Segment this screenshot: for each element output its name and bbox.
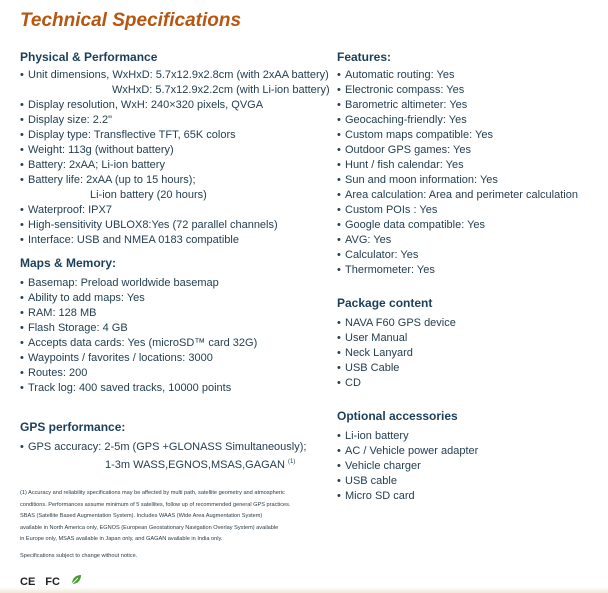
list-item-continuation: 1-3m WASS,EGNOS,MSAS,GAGAN (105, 458, 285, 471)
gps-list (20, 440, 338, 473)
list-item: • Outdoor GPS games: Yes (337, 143, 605, 158)
package-list (337, 316, 605, 391)
page-title: Technical Specifications (20, 10, 242, 31)
left-column (20, 50, 338, 473)
list-item-continuation: Li-ion battery (20 hours) (90, 189, 207, 201)
package-heading: Package content (337, 296, 433, 310)
list-item: • Routes: 200 (20, 366, 338, 381)
list-item: • Electronic compass: Yes (337, 83, 605, 98)
list-item: • Battery: 2xAA; Li-ion battery (20, 158, 338, 173)
list-item: • Micro SD card (337, 489, 605, 504)
list-item: • Custom maps compatible: Yes (337, 128, 605, 143)
list-item: • Ability to add maps: Yes (20, 291, 338, 306)
list-item: • Automatic routing: Yes (337, 68, 605, 83)
maps-heading: Maps & Memory: (20, 256, 117, 270)
list-item: • NAVA F60 GPS device (337, 316, 605, 331)
list-item: • CD (337, 376, 605, 391)
footnote-marker: (1) (287, 459, 296, 465)
list-item: • Thermometer: Yes (337, 263, 605, 278)
list-item: • Display resolution, WxH: 240×320 pixels, QVGA (20, 98, 338, 113)
physical-list (20, 68, 338, 248)
footnote-line: (1) Accuracy and reliability specifications may be affected by multi path, satellite geometry and atmospheric (20, 490, 285, 496)
footnote-line: in Europe only, MSAS available in Japan only, and GAGAN available in India only. (20, 536, 223, 542)
footnote-line: available in North America only, EGNOS (European Geostationary Navigation Overlay System) available (20, 524, 279, 531)
maps-list (20, 276, 338, 396)
list-item (20, 188, 338, 203)
list-item: • Interface: USB and NMEA 0183 compatible (20, 233, 338, 248)
list-item: • Basemap: Preload worldwide basemap (20, 276, 338, 291)
list-item: • Track log: 400 saved tracks, 10000 points (20, 381, 338, 396)
list-item: • Li-ion battery (337, 429, 605, 444)
footer-bar (0, 587, 608, 593)
list-item-continuation: WxHxD: 5.7x12.9x2.2cm (with Li-ion battery) (112, 84, 330, 96)
features-heading: Features: (337, 50, 392, 64)
list-item: • Area calculation: Area and perimeter calculation (337, 188, 605, 203)
list-item: • RAM: 128 MB (20, 306, 338, 321)
list-item: • Weight: 113g (without battery) (20, 143, 338, 158)
list-item: • GPS accuracy: 2-5m (GPS +GLONASS Simultaneously); (20, 440, 338, 455)
list-item: • Barometric altimeter: Yes (337, 98, 605, 113)
list-item (20, 83, 338, 98)
gps-heading: GPS performance: (20, 420, 126, 434)
ce-mark: CE (20, 575, 36, 588)
fc-mark: FC (45, 575, 60, 588)
list-item: • AC / Vehicle power adapter (337, 444, 605, 459)
list-item: • Google data compatible: Yes (337, 218, 605, 233)
features-list (337, 68, 605, 278)
list-item: • Flash Storage: 4 GB (20, 321, 338, 336)
list-item: • Sun and moon information: Yes (337, 173, 605, 188)
list-item: • Calculator: Yes (337, 248, 605, 263)
optional-list (337, 429, 605, 504)
list-item: • User Manual (337, 331, 605, 346)
physical-heading: Physical & Performance (20, 50, 158, 64)
optional-heading: Optional accessories (337, 409, 458, 423)
list-item: • Display size: 2.2" (20, 113, 338, 128)
list-item: • Hunt / fish calendar: Yes (337, 158, 605, 173)
list-item: • USB Cable (337, 361, 605, 376)
right-column (337, 50, 605, 504)
footnotes (20, 488, 340, 546)
list-item (20, 455, 338, 473)
list-item: • Neck Lanyard (337, 346, 605, 361)
list-item: • Display type: Transflective TFT, 65K colors (20, 128, 338, 143)
list-item: • Vehicle charger (337, 459, 605, 474)
list-item: • USB cable (337, 474, 605, 489)
list-item: • High-sensitivity UBLOX8:Yes (72 parallel channels) (20, 218, 338, 233)
list-item: • Battery life: 2xAA (up to 15 hours); (20, 173, 338, 188)
list-item: • Waypoints / favorites / locations: 3000 (20, 351, 338, 366)
list-item: • Waterproof: IPX7 (20, 203, 338, 218)
list-item: • AVG: Yes (337, 233, 605, 248)
list-item: • Custom POIs : Yes (337, 203, 605, 218)
spec-note: Specifications subject to change without notice. (20, 553, 138, 559)
footnote-line: conditions. Performances assume minimum of 5 satellites, follow up of recommended general GPS practices. (20, 501, 291, 508)
list-item: • Geocaching-friendly: Yes (337, 113, 605, 128)
list-item: • Accepts data cards: Yes (microSD™ card 32G) (20, 336, 338, 351)
footnote-line: SBAS (Satellite Based Augmentation System). Includes WAAS (Wide Area Augmentation System) (20, 513, 263, 519)
list-item: • Unit dimensions, WxHxD: 5.7x12.9x2.8cm (with 2xAA battery) (20, 68, 338, 83)
